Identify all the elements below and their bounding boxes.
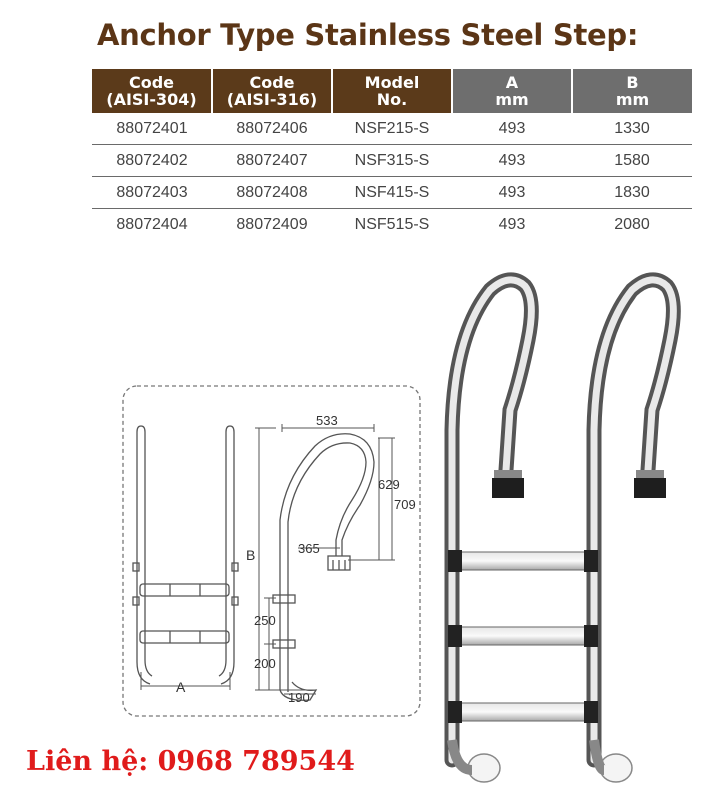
cell-code-304: 88072404 <box>116 215 188 233</box>
header-code-316: Code (AISI-316) <box>212 69 332 113</box>
cell-code-304: 88072402 <box>92 145 212 177</box>
cell-code-316: 88072406 <box>212 113 332 145</box>
cell-a: 493 <box>498 215 526 233</box>
cell-code-304: 88072403 <box>92 177 212 209</box>
cell-a: 493 <box>452 177 572 209</box>
dimension-629: 629 <box>378 477 400 492</box>
dimension-200: 200 <box>254 656 276 671</box>
cell-a: 493 <box>452 113 572 145</box>
dimension-190: 190 <box>288 690 310 705</box>
dimension-533: 533 <box>316 413 338 428</box>
side-view <box>273 434 374 701</box>
header-b: B mm <box>572 69 692 113</box>
cell-model: NSF415-S <box>332 177 452 209</box>
dimension-a-label: A <box>176 679 186 695</box>
dimension-a <box>141 672 230 690</box>
front-view <box>133 426 238 684</box>
header-a: A mm <box>452 69 572 113</box>
cell-code-304: 88072401 <box>92 113 212 145</box>
ladder-photo <box>448 280 673 782</box>
dimension-250: 250 <box>254 613 276 628</box>
cell-code-316: 88072408 <box>212 177 332 209</box>
header-code-304: Code (AISI-304) <box>92 69 212 113</box>
cell-model: NSF215-S <box>332 113 452 145</box>
page-title: Anchor Type Stainless Steel Step: <box>97 18 639 52</box>
cell-b: 2080 <box>614 215 650 233</box>
dimension-b: B <box>246 547 256 563</box>
cell-b: 1580 <box>572 145 692 177</box>
cell-b: 1330 <box>572 113 692 145</box>
dimension-365: 365 <box>298 541 320 556</box>
cell-a: 493 <box>452 145 572 177</box>
header-model: Model No. <box>332 69 452 113</box>
cell-code-316: 88072407 <box>212 145 332 177</box>
cell-model: NSF515-S <box>354 215 430 233</box>
cell-model: NSF315-S <box>332 145 452 177</box>
cell-b: 1830 <box>572 177 692 209</box>
cell-code-316: 88072409 <box>236 215 308 233</box>
contact-text: Liên hệ: 0968 789544 <box>26 746 355 777</box>
dimension-709: 709 <box>394 497 416 512</box>
